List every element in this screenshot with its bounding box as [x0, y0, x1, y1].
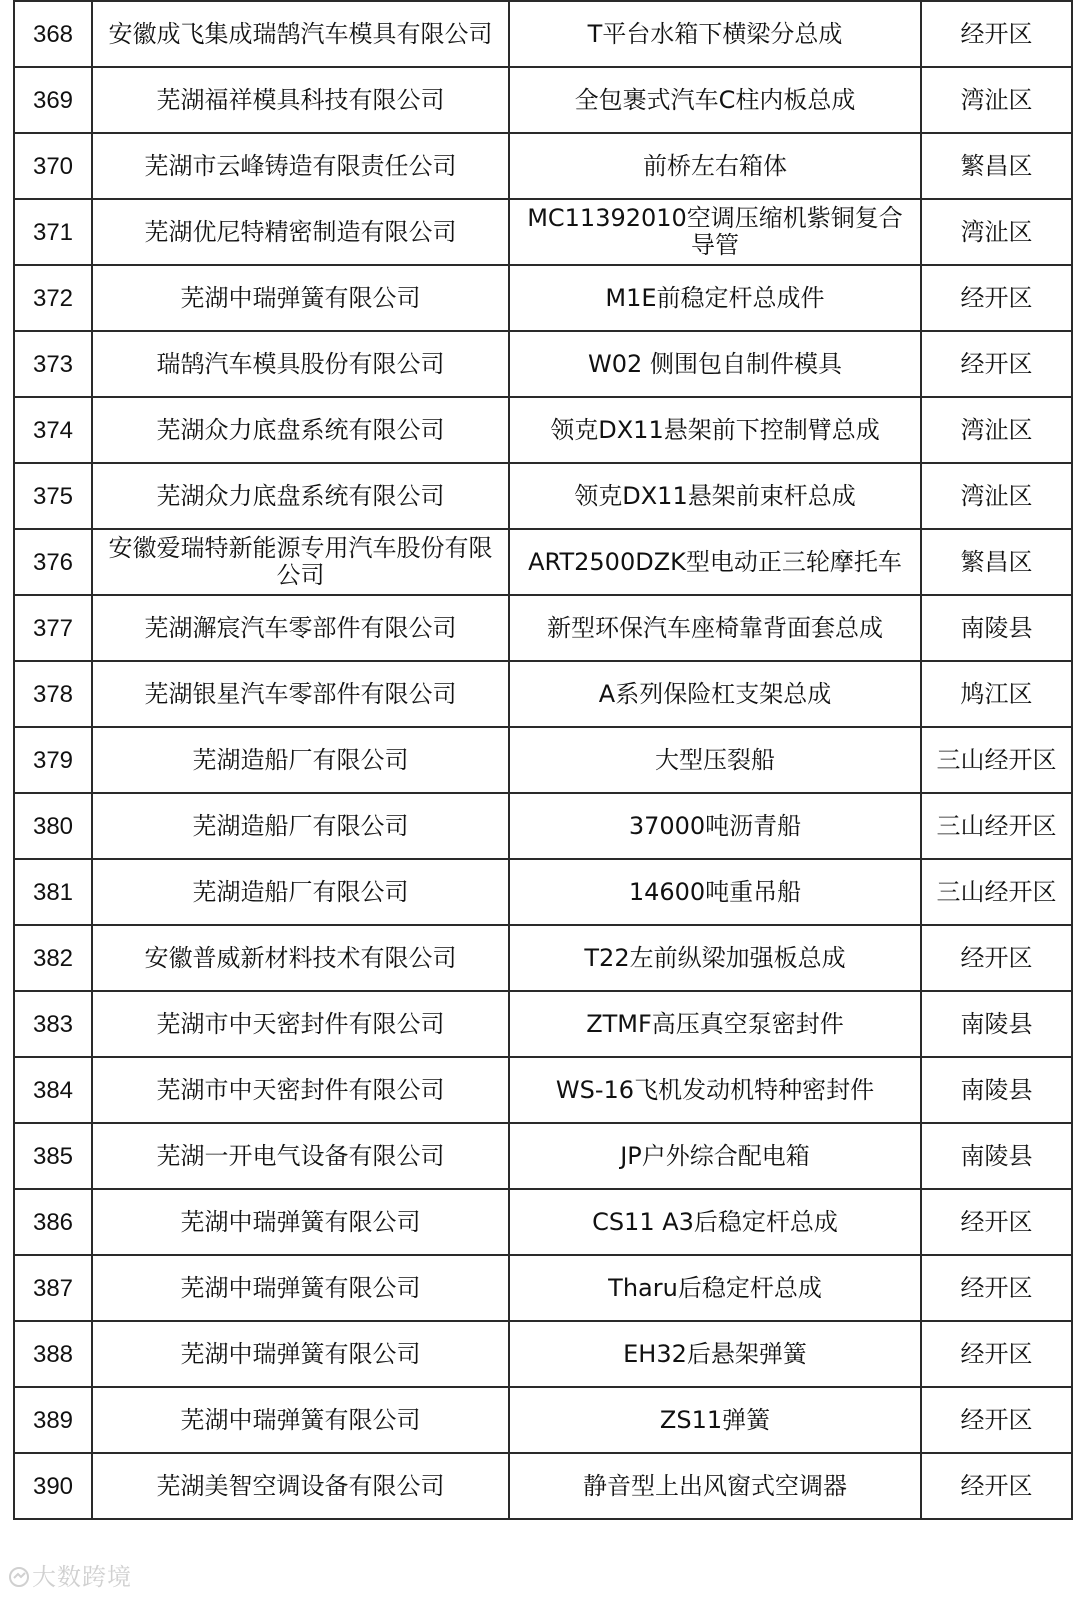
company-cell: 芜湖众力底盘系统有限公司	[92, 397, 509, 463]
company-cell: 芜湖中瑞弹簧有限公司	[92, 1387, 509, 1453]
table-row	[14, 1057, 1072, 1123]
district-cell: 经开区	[921, 1321, 1072, 1387]
watermark-text: 大数跨境	[32, 1563, 132, 1591]
product-cell: ZS11弹簧	[509, 1387, 921, 1453]
table-row	[14, 265, 1072, 331]
district-cell: 经开区	[921, 1453, 1072, 1519]
row-number-cell: 382	[14, 925, 92, 991]
product-cell: T平台水箱下横梁分总成	[509, 1, 921, 67]
company-cell: 芜湖银星汽车零部件有限公司	[92, 661, 509, 727]
district-cell: 经开区	[921, 1255, 1072, 1321]
company-cell: 安徽成飞集成瑞鹄汽车模具有限公司	[92, 1, 509, 67]
row-number-cell: 383	[14, 991, 92, 1057]
table-row	[14, 661, 1072, 727]
district-cell: 南陵县	[921, 1123, 1072, 1189]
product-cell: ART2500DZK型电动正三轮摩托车	[509, 529, 921, 595]
table-row	[14, 793, 1072, 859]
row-number-cell: 377	[14, 595, 92, 661]
table-row	[14, 727, 1072, 793]
table-row	[14, 1453, 1072, 1519]
row-number-cell: 386	[14, 1189, 92, 1255]
company-cell: 芜湖中瑞弹簧有限公司	[92, 265, 509, 331]
row-number-cell: 376	[14, 529, 92, 595]
row-number-cell: 373	[14, 331, 92, 397]
district-cell: 湾沚区	[921, 397, 1072, 463]
product-cell: M1E前稳定杆总成件	[509, 265, 921, 331]
product-cell: EH32后悬架弹簧	[509, 1321, 921, 1387]
product-cell: T22左前纵梁加强板总成	[509, 925, 921, 991]
district-cell: 湾沚区	[921, 199, 1072, 265]
product-cell: 领克DX11悬架前束杆总成	[509, 463, 921, 529]
table-row	[14, 463, 1072, 529]
table-row	[14, 1255, 1072, 1321]
district-cell: 南陵县	[921, 595, 1072, 661]
table-row	[14, 925, 1072, 991]
district-cell: 南陵县	[921, 991, 1072, 1057]
row-number-cell: 369	[14, 67, 92, 133]
district-cell: 南陵县	[921, 1057, 1072, 1123]
table-row	[14, 1189, 1072, 1255]
table-row	[14, 397, 1072, 463]
product-cell: ZTMF高压真空泵密封件	[509, 991, 921, 1057]
row-number-cell: 387	[14, 1255, 92, 1321]
district-cell: 三山经开区	[921, 793, 1072, 859]
product-cell: JP户外综合配电箱	[509, 1123, 921, 1189]
table-row	[14, 67, 1072, 133]
product-cell: 14600吨重吊船	[509, 859, 921, 925]
company-cell: 芜湖市云峰铸造有限责任公司	[92, 133, 509, 199]
product-cell: W02 侧围包自制件模具	[509, 331, 921, 397]
table-row	[14, 1, 1072, 67]
product-cell: MC11392010空调压缩机紫铜复合导管	[509, 199, 921, 265]
company-cell: 芜湖中瑞弹簧有限公司	[92, 1189, 509, 1255]
row-number-cell: 375	[14, 463, 92, 529]
district-cell: 湾沚区	[921, 67, 1072, 133]
company-cell: 芜湖优尼特精密制造有限公司	[92, 199, 509, 265]
company-cell: 芜湖澥宸汽车零部件有限公司	[92, 595, 509, 661]
table-row	[14, 859, 1072, 925]
product-cell: 37000吨沥青船	[509, 793, 921, 859]
product-cell: A系列保险杠支架总成	[509, 661, 921, 727]
district-cell: 经开区	[921, 1189, 1072, 1255]
company-cell: 芜湖福祥模具科技有限公司	[92, 67, 509, 133]
district-cell: 经开区	[921, 1, 1072, 67]
brand-logo-icon	[8, 1566, 30, 1588]
row-number-cell: 384	[14, 1057, 92, 1123]
district-cell: 繁昌区	[921, 529, 1072, 595]
product-cell: 领克DX11悬架前下控制臂总成	[509, 397, 921, 463]
row-number-cell: 385	[14, 1123, 92, 1189]
company-cell: 芜湖众力底盘系统有限公司	[92, 463, 509, 529]
row-number-cell: 374	[14, 397, 92, 463]
row-number-cell: 368	[14, 1, 92, 67]
table-row	[14, 133, 1072, 199]
product-cell: WS-16飞机发动机特种密封件	[509, 1057, 921, 1123]
table-body	[14, 1, 1072, 1519]
district-cell: 鸠江区	[921, 661, 1072, 727]
company-cell: 芜湖一开电气设备有限公司	[92, 1123, 509, 1189]
company-cell: 安徽爱瑞特新能源专用汽车股份有限公司	[92, 529, 509, 595]
product-cell: 大型压裂船	[509, 727, 921, 793]
company-cell: 芜湖造船厂有限公司	[92, 793, 509, 859]
company-cell: 芜湖中瑞弹簧有限公司	[92, 1321, 509, 1387]
company-cell: 芜湖美智空调设备有限公司	[92, 1453, 509, 1519]
table-row	[14, 199, 1072, 265]
table-row	[14, 331, 1072, 397]
company-cell: 芜湖中瑞弹簧有限公司	[92, 1255, 509, 1321]
row-number-cell: 390	[14, 1453, 92, 1519]
row-number-cell: 370	[14, 133, 92, 199]
product-cell: Tharu后稳定杆总成	[509, 1255, 921, 1321]
row-number-cell: 372	[14, 265, 92, 331]
row-number-cell: 381	[14, 859, 92, 925]
product-table	[13, 0, 1073, 1520]
row-number-cell: 380	[14, 793, 92, 859]
district-cell: 繁昌区	[921, 133, 1072, 199]
district-cell: 三山经开区	[921, 727, 1072, 793]
row-number-cell: 388	[14, 1321, 92, 1387]
table-row	[14, 595, 1072, 661]
district-cell: 经开区	[921, 925, 1072, 991]
district-cell: 经开区	[921, 331, 1072, 397]
product-cell: 静音型上出风窗式空调器	[509, 1453, 921, 1519]
table-row	[14, 1123, 1072, 1189]
watermark	[8, 1557, 132, 1592]
row-number-cell: 378	[14, 661, 92, 727]
district-cell: 经开区	[921, 1387, 1072, 1453]
district-cell: 经开区	[921, 265, 1072, 331]
product-cell: 新型环保汽车座椅靠背面套总成	[509, 595, 921, 661]
company-cell: 芜湖市中天密封件有限公司	[92, 1057, 509, 1123]
product-cell: CS11 A3后稳定杆总成	[509, 1189, 921, 1255]
product-cell: 前桥左右箱体	[509, 133, 921, 199]
district-cell: 湾沚区	[921, 463, 1072, 529]
table-row	[14, 529, 1072, 595]
row-number-cell: 389	[14, 1387, 92, 1453]
company-cell: 芜湖市中天密封件有限公司	[92, 991, 509, 1057]
table-row	[14, 991, 1072, 1057]
company-cell: 安徽普威新材料技术有限公司	[92, 925, 509, 991]
product-cell: 全包裹式汽车C柱内板总成	[509, 67, 921, 133]
table-row	[14, 1387, 1072, 1453]
company-cell: 芜湖造船厂有限公司	[92, 727, 509, 793]
district-cell: 三山经开区	[921, 859, 1072, 925]
table-row	[14, 1321, 1072, 1387]
row-number-cell: 379	[14, 727, 92, 793]
row-number-cell: 371	[14, 199, 92, 265]
company-cell: 瑞鹄汽车模具股份有限公司	[92, 331, 509, 397]
company-cell: 芜湖造船厂有限公司	[92, 859, 509, 925]
